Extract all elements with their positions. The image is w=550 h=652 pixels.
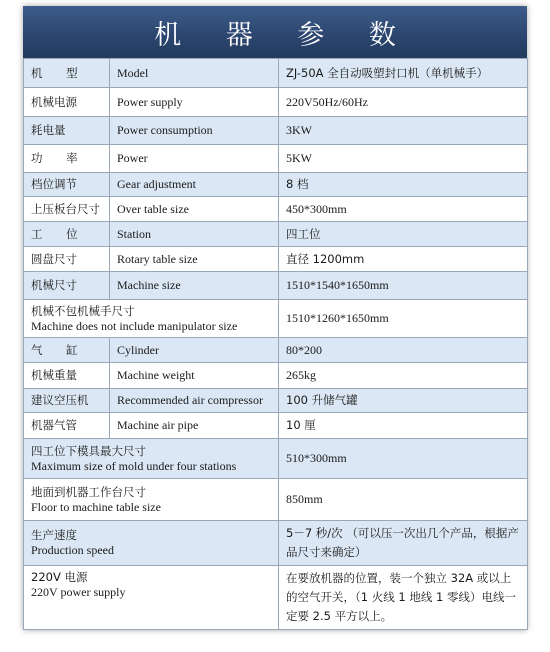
label-zh: 档位调节 [24,173,110,197]
table-row [24,197,528,222]
label-zh: 上压板台尺寸 [24,197,110,222]
table-row [24,59,528,88]
value-cell: 1510*1540*1650mm [279,272,528,300]
value-cell: 在要放机器的位置，装一个独立 32A 或以上的空气开关，（1 火线 1 地线 1 零线）电线一定要 2.5 平方以上。 [279,566,528,630]
label-en: Rotary table size [110,247,279,272]
label-en: Power supply [110,88,279,117]
label-zh: 机械尺寸 [24,272,110,300]
page-title: 机 器 参 数 [154,19,414,51]
value-cell: 3KW [279,117,528,145]
table-row [24,479,528,521]
label-zh: 耗电量 [24,117,110,145]
label-zh: 机器气管 [24,413,110,439]
label-en: Machine weight [110,363,279,389]
table-row [24,413,528,439]
label-zh: 建议空压机 [24,389,110,413]
title-bar [23,6,527,58]
table-row [24,338,528,363]
value-cell: 四工位 [279,222,528,247]
label-en: Model [110,59,279,88]
label-cell: 四工位下模具最大尺寸 Maximum size of mold under four stations [24,439,279,479]
value-cell: 450*300mm [279,197,528,222]
label-cell: 生产速度 Production speed [24,521,279,566]
label-en: Machine size [110,272,279,300]
label-zh: 圆盘尺寸 [24,247,110,272]
label-zh: 气 缸 [24,338,110,363]
label-cell: 220V 电源 220V power supply [24,566,279,630]
value-cell: ZJ-50A 全自动吸塑封口机（单机械手） [279,59,528,88]
label-en: Cylinder [110,338,279,363]
spec-sheet [23,6,527,630]
value-cell: 8 档 [279,173,528,197]
label-en: Over table size [110,197,279,222]
label-en: Gear adjustment [110,173,279,197]
label-en: Power consumption [110,117,279,145]
table-row [24,88,528,117]
table-row [24,300,528,338]
value-cell: 直径 1200mm [279,247,528,272]
value-cell: 10 厘 [279,413,528,439]
table-row [24,173,528,197]
table-row [24,566,528,630]
value-cell: 5－7 秒/次 （可以压一次出几个产品，根据产品尺寸来确定） [279,521,528,566]
label-zh: 功 率 [24,145,110,173]
label-zh: 机械电源 [24,88,110,117]
table-row [24,521,528,566]
value-cell: 100 升储气罐 [279,389,528,413]
label-en: Station [110,222,279,247]
table-row [24,363,528,389]
value-cell: 1510*1260*1650mm [279,300,528,338]
value-cell: 510*300mm [279,439,528,479]
value-cell: 80*200 [279,338,528,363]
label-cell: 机械不包机械手尺寸 Machine does not include manipulator size [24,300,279,338]
label-en: Machine air pipe [110,413,279,439]
label-en: Power [110,145,279,173]
table-row [24,117,528,145]
value-cell: 265kg [279,363,528,389]
value-cell: 850mm [279,479,528,521]
value-cell: 220V50Hz/60Hz [279,88,528,117]
label-zh: 机 型 [24,59,110,88]
value-cell: 5KW [279,145,528,173]
table-row [24,439,528,479]
spec-table [23,58,528,630]
label-zh: 机械重量 [24,363,110,389]
label-cell: 地面到机器工作台尺寸 Floor to machine table size [24,479,279,521]
table-row [24,247,528,272]
label-en: Recommended air compressor [110,389,279,413]
table-row [24,389,528,413]
table-row [24,222,528,247]
table-row [24,145,528,173]
label-zh: 工 位 [24,222,110,247]
table-row [24,272,528,300]
